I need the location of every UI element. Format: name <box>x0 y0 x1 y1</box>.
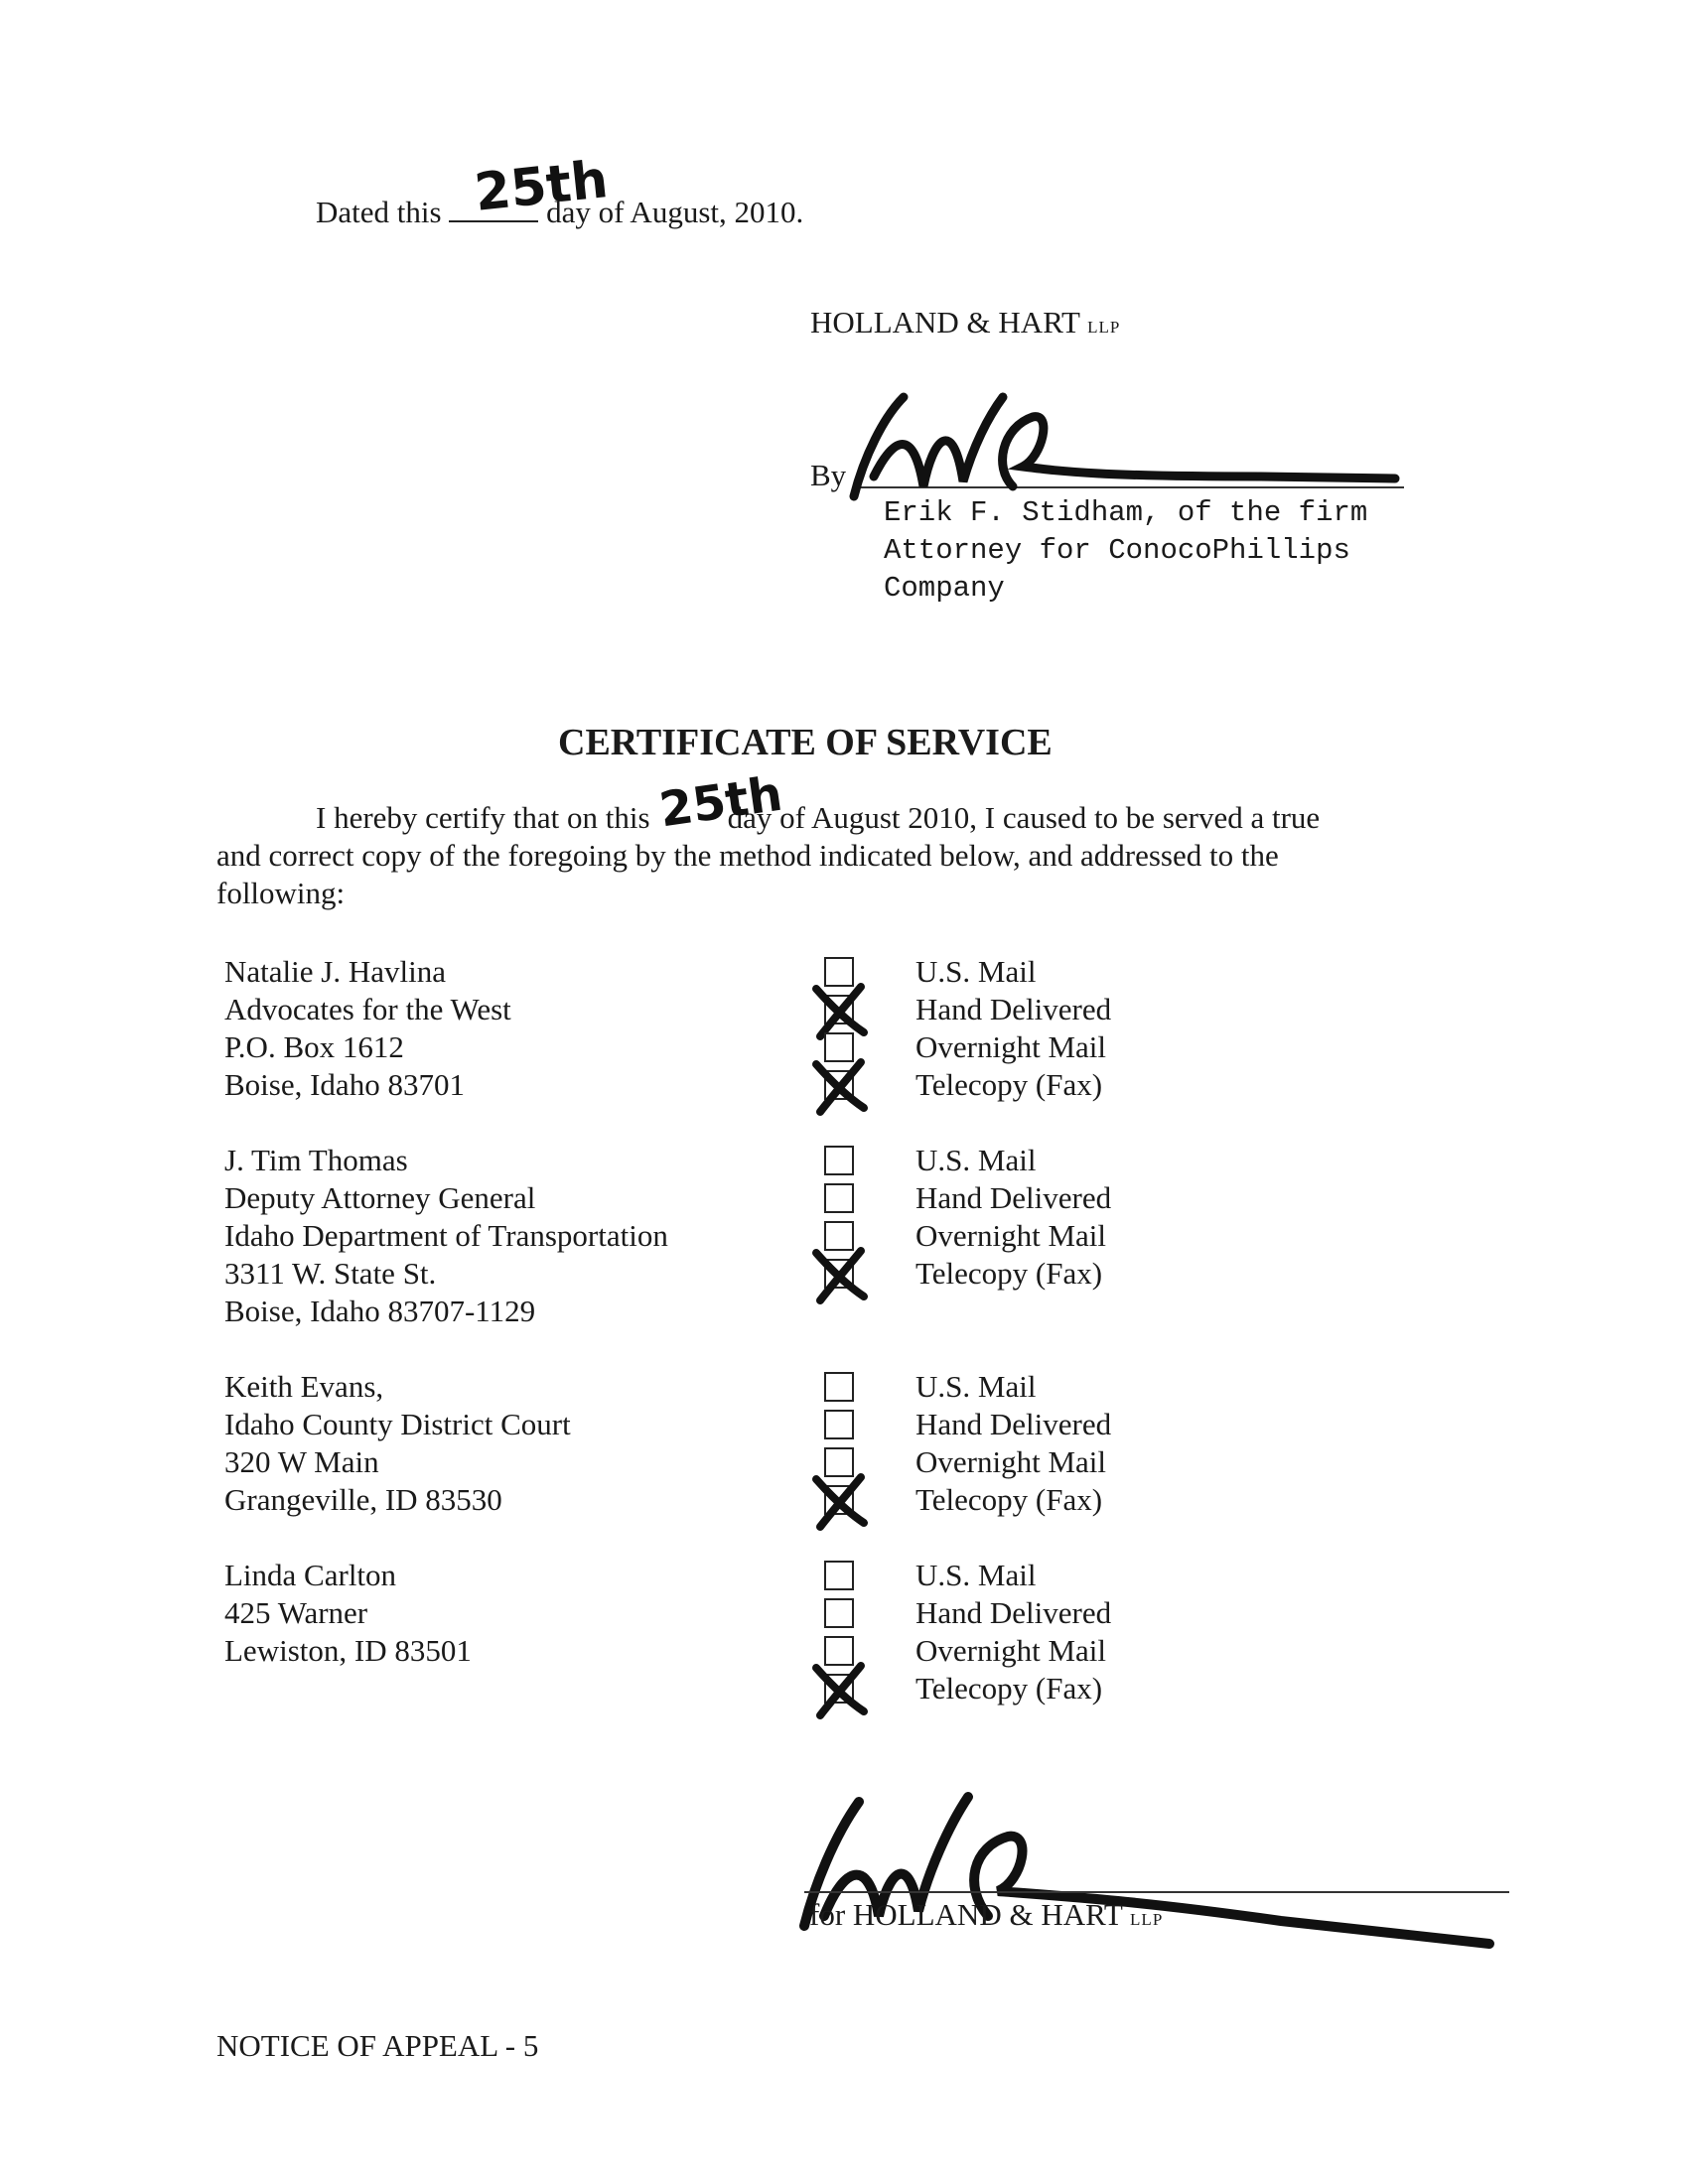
recipient-address-line: 3311 W. State St. <box>224 1256 437 1291</box>
method-checkbox[interactable] <box>824 1070 854 1100</box>
signature-line <box>854 486 1404 488</box>
recipient-address-line: Boise, Idaho 83707-1129 <box>224 1294 536 1328</box>
method-label: Hand Delivered <box>915 992 1112 1026</box>
recipient-address-line: Linda Carlton <box>224 1558 397 1592</box>
recipient-address-line: Idaho County District Court <box>224 1407 571 1441</box>
method-checkbox[interactable] <box>824 1032 854 1062</box>
method-checkbox[interactable] <box>824 1561 854 1590</box>
method-label: Overnight Mail <box>915 1444 1106 1479</box>
method-checkbox[interactable] <box>824 1598 854 1628</box>
bottom-signature-suffix: LLP <box>1130 1910 1164 1929</box>
recipient-address-line: P.O. Box 1612 <box>224 1029 404 1064</box>
recipient-address-line: Natalie J. Havlina <box>224 954 446 989</box>
dated-prefix: Dated this <box>316 195 442 229</box>
certificate-line3: following: <box>216 876 346 910</box>
dated-day-blank <box>449 191 538 222</box>
method-label: Hand Delivered <box>915 1407 1112 1441</box>
dated-day-handwritten: 25th <box>472 150 612 223</box>
firm-suffix: LLP <box>1087 318 1121 337</box>
method-checkbox[interactable] <box>824 1183 854 1213</box>
method-label: Hand Delivered <box>915 1595 1112 1630</box>
method-checkbox[interactable] <box>824 1485 854 1515</box>
method-checkbox[interactable] <box>824 957 854 987</box>
recipient-address-line: Deputy Attorney General <box>224 1180 536 1215</box>
method-label: Hand Delivered <box>915 1180 1112 1215</box>
by-label: By <box>810 458 847 492</box>
certificate-line2: and correct copy of the foregoing by the method indicated below, and addressed to the <box>216 838 1279 873</box>
method-label: Overnight Mail <box>915 1633 1106 1668</box>
method-label: Telecopy (Fax) <box>915 1671 1103 1706</box>
dated-suffix: day of August, 2010. <box>546 195 804 229</box>
method-checkbox[interactable] <box>824 1259 854 1289</box>
certificate-day-handwritten: 25th <box>655 765 786 839</box>
recipient-address-line: Advocates for the West <box>224 992 511 1026</box>
firm-name: HOLLAND & HART LLP <box>810 305 1121 340</box>
method-label: Telecopy (Fax) <box>915 1067 1103 1102</box>
signer-title-line2: Company <box>884 572 1005 605</box>
recipient-address-line: Lewiston, ID 83501 <box>224 1633 472 1668</box>
method-checkbox[interactable] <box>824 1221 854 1251</box>
method-label: Telecopy (Fax) <box>915 1482 1103 1517</box>
method-label: U.S. Mail <box>915 1558 1037 1592</box>
recipient-address-line: Keith Evans, <box>224 1369 384 1404</box>
recipient-address-line: Grangeville, ID 83530 <box>224 1482 502 1517</box>
certificate-line1 <box>316 799 1320 837</box>
method-label: Overnight Mail <box>915 1029 1106 1064</box>
method-label: Telecopy (Fax) <box>915 1256 1103 1291</box>
recipient-address-line: 425 Warner <box>224 1595 368 1630</box>
method-label: U.S. Mail <box>915 954 1037 989</box>
footer-label: NOTICE OF APPEAL - 5 <box>216 2028 539 2063</box>
signer-title-line1: Attorney for ConocoPhillips <box>884 534 1350 567</box>
method-checkbox[interactable] <box>824 1146 854 1175</box>
signer-line: Erik F. Stidham, of the firm <box>884 496 1368 529</box>
method-checkbox[interactable] <box>824 1410 854 1439</box>
method-label: Overnight Mail <box>915 1218 1106 1253</box>
certificate-heading: CERTIFICATE OF SERVICE <box>558 722 1053 763</box>
method-checkbox[interactable] <box>824 1447 854 1477</box>
method-checkbox[interactable] <box>824 1674 854 1704</box>
method-checkbox[interactable] <box>824 995 854 1024</box>
method-label: U.S. Mail <box>915 1143 1037 1177</box>
recipient-address-line: 320 W Main <box>224 1444 379 1479</box>
certificate-line1-a: I hereby certify that on this <box>316 800 650 835</box>
dated-line <box>316 191 803 231</box>
recipient-address-line: Boise, Idaho 83701 <box>224 1067 465 1102</box>
bottom-signature-line <box>804 1891 1509 1893</box>
method-label: U.S. Mail <box>915 1369 1037 1404</box>
method-checkbox[interactable] <box>824 1372 854 1402</box>
recipient-address-line: J. Tim Thomas <box>224 1143 408 1177</box>
bottom-signature-label: for HOLLAND & HART LLP <box>809 1897 1164 1932</box>
certificate-line1-b: day of August 2010, I caused to be served a true <box>727 800 1321 835</box>
recipient-address-line: Idaho Department of Transportation <box>224 1218 668 1253</box>
method-checkbox[interactable] <box>824 1636 854 1666</box>
